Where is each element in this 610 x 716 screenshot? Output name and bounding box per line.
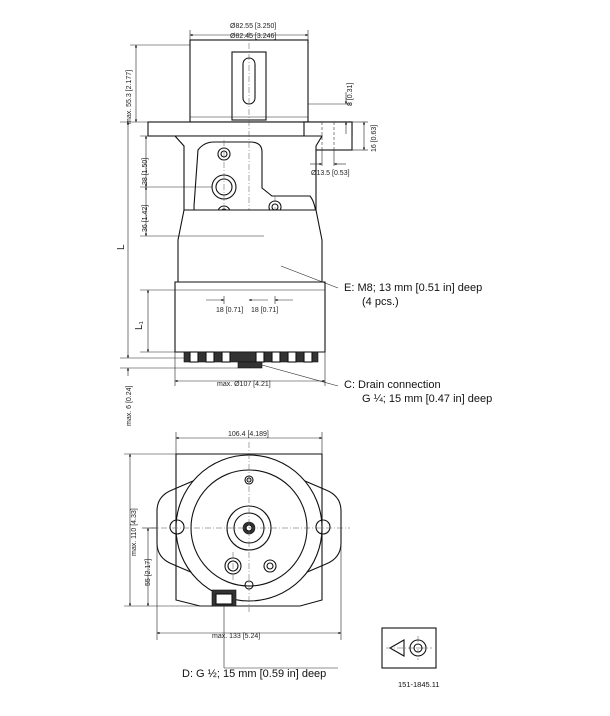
flange-width-label: 106.4 [4.189]: [228, 431, 269, 438]
projection-symbol-icon: [382, 628, 436, 668]
pilot-diameter-min-label: Ø82.45 [3.246]: [230, 33, 277, 40]
bottom-gap-label: max. 6 [0.24]: [126, 385, 133, 426]
callout-e-line1: E: M8; 13 mm [0.51 in] deep: [344, 282, 483, 294]
center-height-label: 55 [2.17]: [145, 558, 152, 586]
shaft-length-label: max. 55.3 [2.177]: [126, 69, 133, 124]
side-view: [148, 32, 352, 370]
length-l1-label: L₁: [134, 321, 145, 330]
callout-c-line1: C: Drain connection: [344, 379, 441, 391]
pilot-height-label: 8 [0.31]: [347, 82, 354, 106]
pilot-diameter-max-label: Ø82.55 [3.250]: [230, 23, 277, 30]
callout-c: [262, 365, 492, 405]
mount-hole-diameter-label: Ø13.5 [0.53]: [311, 170, 350, 177]
drawing-number: 151-1845.11: [398, 680, 440, 689]
max-body-diameter-label: max. Ø107 [4.21]: [217, 381, 271, 388]
port-spacing-lower-label: 36 [1.42]: [142, 204, 149, 232]
port-offset-right-label: 18 [0.71]: [251, 307, 279, 314]
end-view: [150, 442, 350, 612]
callout-e-line2: (4 pcs.): [362, 296, 399, 308]
overall-length-label: L: [116, 244, 127, 250]
callout-c-line2: G ¼; 15 mm [0.47 in] deep: [362, 393, 493, 405]
callout-d: [182, 605, 338, 680]
overall-height-label: max. 110 [4.33]: [131, 508, 138, 556]
port-spacing-upper-label: 38 [1.50]: [142, 157, 149, 185]
callout-d-line1: D: G ½; 15 mm [0.59 in] deep: [182, 668, 327, 680]
flange-thickness-label: 16 [0.63]: [371, 124, 378, 152]
port-offset-left-label: 18 [0.71]: [216, 307, 244, 314]
overall-width-label: max. 133 [5.24]: [212, 633, 261, 640]
